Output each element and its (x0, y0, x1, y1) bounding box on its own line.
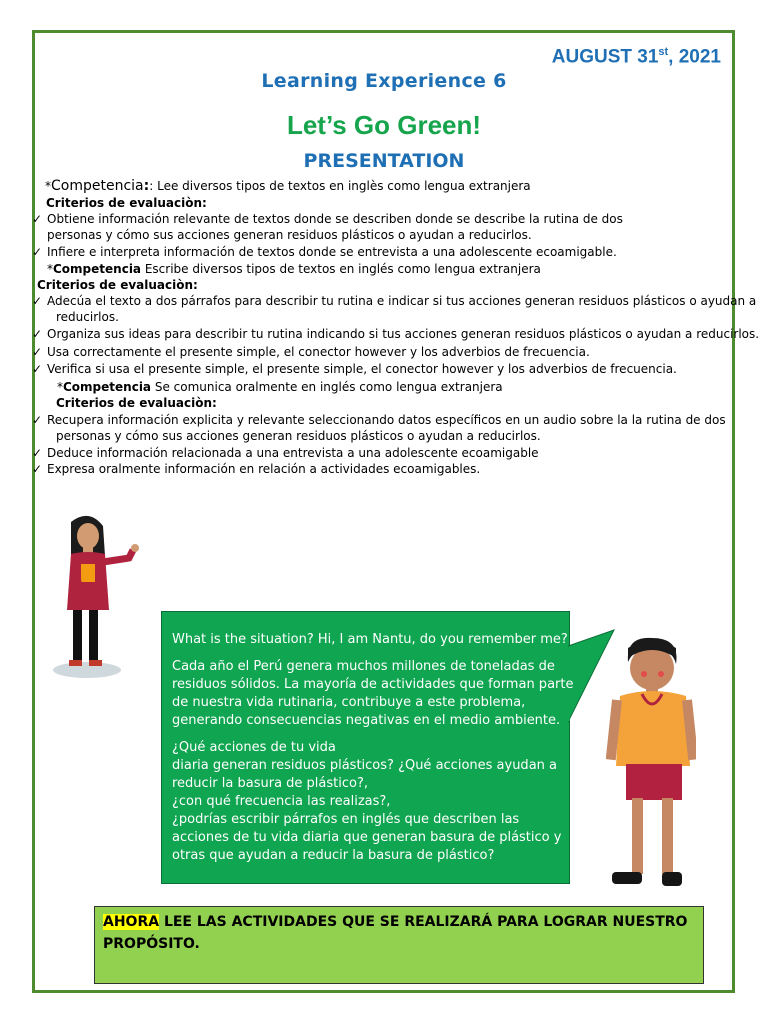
highlight-word: AHORA (103, 914, 160, 930)
instruction-text: AHORA LEE LAS ACTIVIDADES QUE SE REALIZARÁ PARA LOGRAR NUESTRO PROPÓSITO. (103, 914, 688, 952)
speech-greeting: What is the situation? Hi, I am Nantu, do you remember me? (172, 632, 568, 647)
check-icon: ✓ (32, 413, 43, 427)
competency-1: *Competencia:: Lee diversos tipos de textos en inglès como lengua extranjera (45, 178, 531, 194)
criterion: personas y cómo sus acciones generan residuos plásticos o ayudan a reducirlos. (47, 228, 532, 242)
speech-paragraph-2-line: otras que ayudan a reducir la basura de plástico? (172, 848, 495, 863)
criterion: Verifica si usa el presente simple, el presente simple, el conector however y los adverbios de frecuencia. (47, 362, 677, 376)
criterion: Expresa oralmente información en relación a actividades ecoamigables. (47, 462, 481, 476)
speech-paragraph-1-line: generando consecuencias negativas en el medio ambiente. (172, 713, 561, 728)
speech-paragraph-2-line: ¿con qué frecuencia las realizas?, (172, 794, 391, 809)
speech-paragraph-1-line: Cada año el Perú genera muchos millones de toneladas de (172, 659, 555, 674)
criterion: Infiere e interpreta información de textos donde se entrevista a una adolescente ecoamigable. (47, 245, 617, 259)
speech-paragraph-1-line: residuos sólidos. La mayoría de actividades que forman parte (172, 677, 574, 692)
speech-paragraph-2-line: diaria generan residuos plásticos? ¿Qué acciones ayudan a (172, 758, 557, 773)
criteria-label-3: Criterios de evaluaciòn: (56, 396, 217, 410)
criterion: reducirlos. (56, 310, 119, 324)
learning-experience-title: Learning Experience 6 (261, 70, 507, 92)
criterion: Adecúa el texto a dos párrafos para describir tu rutina e indicar si tus acciones generan residuos plásticos o ayudan a (47, 294, 757, 308)
speech-paragraph-2-line: ¿Qué acciones de tu vida (172, 740, 336, 755)
date: AUGUST 31st, 2021 (551, 46, 721, 68)
check-icon: ✓ (32, 245, 43, 259)
check-icon: ✓ (32, 294, 43, 308)
criterion: Organiza sus ideas para describir tu rutina indicando si tus acciones generan residuos plásticos o ayudan a reducirlos. (47, 327, 760, 341)
criteria-label-2: Criterios de evaluaciòn: (37, 278, 198, 292)
check-icon: ✓ (32, 446, 43, 460)
criterion: Obtiene información relevante de textos donde se describen donde se describe la rutina de dos (47, 212, 623, 226)
competency-3: *Competencia Se comunica oralmente en inglés como lengua extranjera (57, 380, 503, 394)
boy-illustration (606, 634, 696, 894)
criterion: personas y cómo sus acciones generan residuos plásticos o ayudan a reducirlos. (56, 429, 541, 443)
check-icon: ✓ (32, 345, 43, 359)
criterion: Usa correctamente el presente simple, el conector however y los adverbios de frecuencia. (47, 345, 590, 359)
page-title: Let’s Go Green! (286, 110, 482, 140)
speech-paragraph-2-line: ¿podrías escribir párrafos en inglés que describen las (172, 812, 520, 827)
criterion: Deduce información relacionada a una entrevista a una adolescente ecoamigable (47, 446, 539, 460)
criteria-label-1: Criterios de evaluaciòn: (46, 196, 207, 210)
section-title: PRESENTATION (303, 150, 465, 172)
check-icon: ✓ (32, 462, 43, 476)
speech-paragraph-2-line: acciones de tu vida diaria que generan basura de plástico y (172, 830, 562, 845)
check-icon: ✓ (32, 212, 43, 226)
speech-paragraph-2-line: reducir la basura de plástico?, (172, 776, 368, 791)
speech-paragraph-1-line: de nuestra vida rutinaria, contribuye a este problema, (172, 695, 526, 710)
check-icon: ✓ (32, 362, 43, 376)
criterion: Recupera información explicita y relevante seleccionando datos específicos en un audio sobre la la rutina de dos (47, 413, 726, 427)
girl-illustration (45, 512, 145, 682)
competency-2: *Competencia Escribe diversos tipos de textos en inglés como lengua extranjera (47, 262, 541, 276)
check-icon: ✓ (32, 327, 43, 341)
